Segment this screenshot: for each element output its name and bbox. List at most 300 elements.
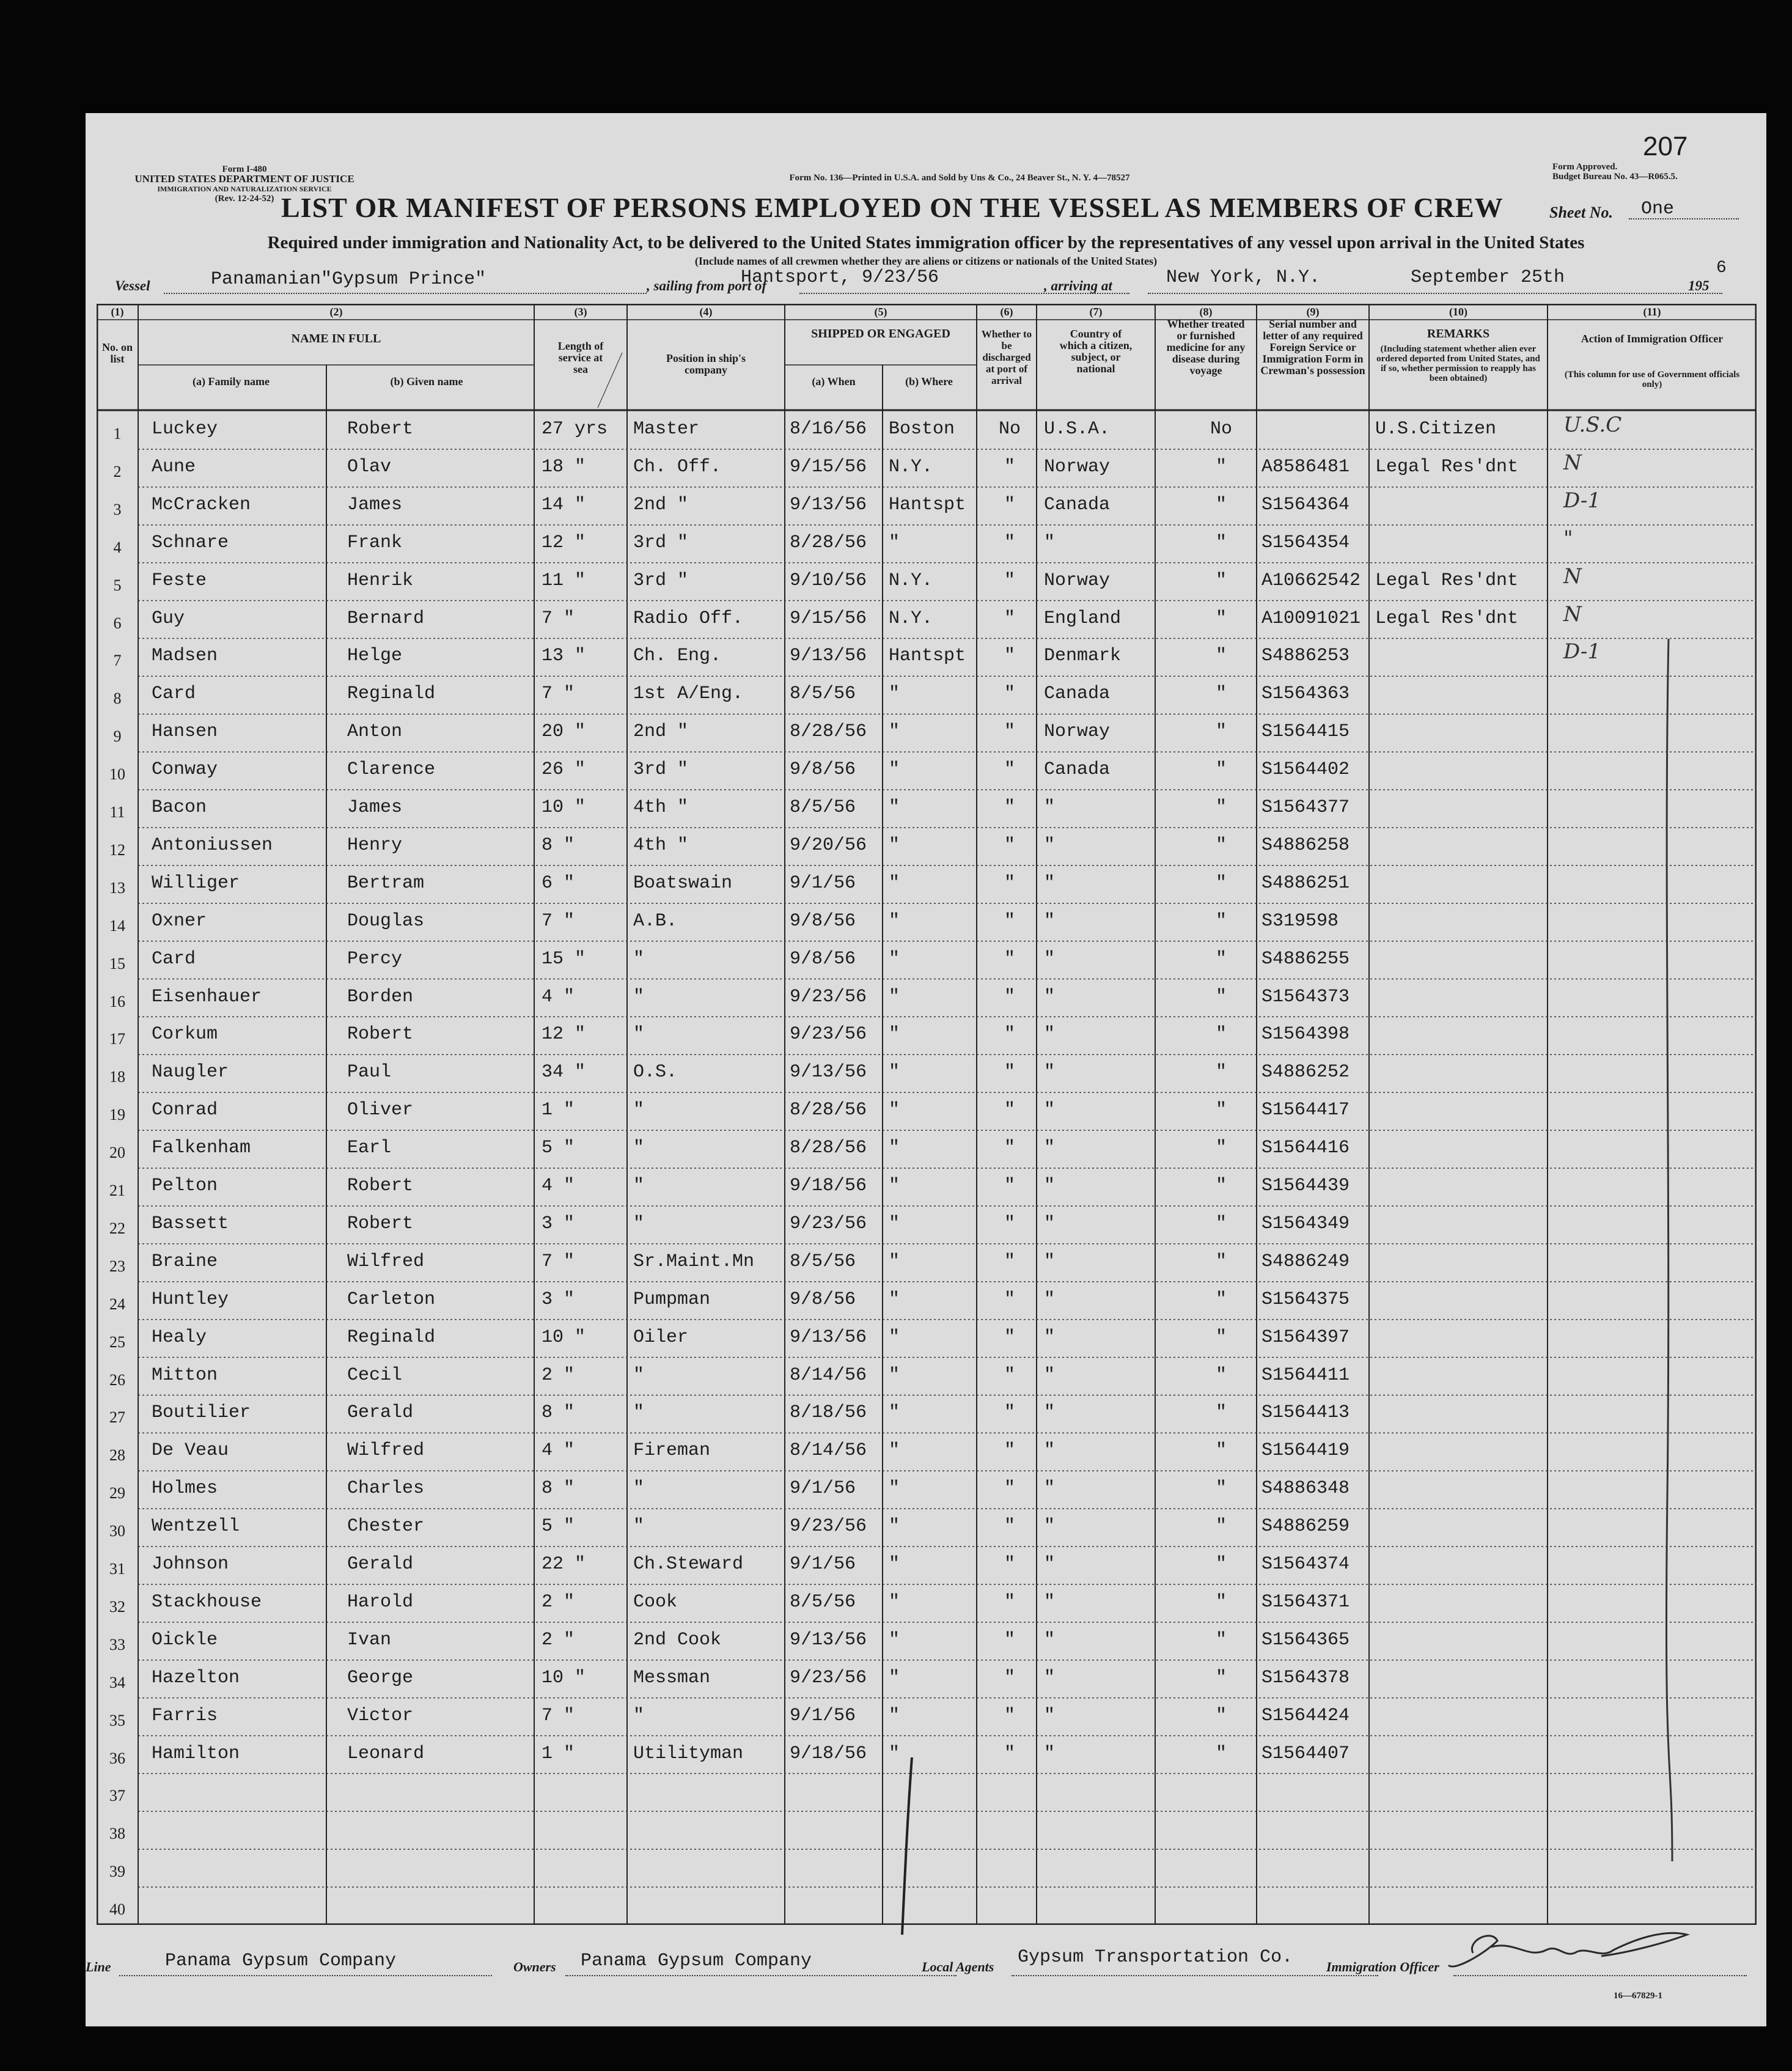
cell-where: Boston [889,419,955,440]
cell-family: Madsen [152,646,218,667]
col8-number: (8) [1199,306,1213,318]
cell-where: N.Y. [889,608,933,629]
cell-serial: S1564365 [1261,1629,1350,1650]
cell-position: Boatswain [633,872,733,894]
cell-country: " [1044,532,1056,553]
cell-family: Luckey [152,419,218,440]
cell-treated: " [1215,570,1227,591]
cell-service: 7 " [542,1251,575,1272]
col1-label: No. on list [101,341,133,365]
cell-treated: " [1215,1667,1227,1688]
cell-treated: " [1215,948,1227,969]
cell-given: Robert [347,1024,414,1045]
sheet-number-value: One [1641,199,1675,219]
cell-where: " [889,1100,900,1121]
cell-when: 9/13/56 [790,1062,867,1083]
cell-country: Denmark [1044,646,1122,667]
cell-n: 22 [109,1219,125,1237]
cell-n: 36 [109,1749,125,1767]
cell-given: Douglas [347,910,425,932]
cell-given: Cecil [347,1364,403,1386]
cell-n: 5 [113,576,122,594]
cell-service: 13 " [542,646,586,667]
col1-number: (1) [111,306,124,318]
col2-label: NAME IN FULL [291,332,381,345]
cell-serial: S1564415 [1261,721,1350,743]
cell-serial: A10662542 [1261,570,1361,591]
cell-country: " [1044,1024,1056,1045]
cell-n: 17 [109,1030,125,1048]
cell-serial: S1564413 [1261,1402,1350,1424]
footer-form-code: 16—67829-1 [1614,1991,1662,2001]
cell-when: 9/1/56 [790,1705,856,1726]
cell-n: 31 [109,1560,125,1578]
cell-n: 25 [109,1333,125,1351]
cell-service: 14 " [542,494,586,515]
cell-given: Robert [347,419,414,440]
cell-service: 4 " [542,986,575,1007]
cell-treated: " [1215,1364,1227,1386]
table-row [97,1660,1757,1698]
cell-when: 9/13/56 [790,1326,867,1348]
cell-when: 9/10/56 [790,570,867,591]
cell-family: Antoniussen [152,834,273,856]
cell-n: 15 [109,954,125,973]
form-approved-text: Form Approved. [1552,162,1618,172]
cell-where: " [889,1175,900,1196]
cell-position: 3rd " [633,570,689,591]
cell-service: 2 " [542,1591,575,1613]
cell-service: 10 " [542,1326,586,1348]
cell-when: 8/5/56 [790,797,856,818]
cell-when: 8/14/56 [790,1364,867,1386]
cell-treated: " [1215,1175,1227,1196]
cell-country: " [1044,948,1056,969]
cell-country: " [1044,1516,1056,1537]
cell-treated: " [1215,1024,1227,1045]
cell-service: 3 " [542,1289,575,1310]
footer-agents-label: Local Agents [922,1959,994,1974]
vessel-dotline [164,293,647,294]
cell-family: Guy [152,608,185,629]
cell-discharged: " [1004,948,1015,969]
page-number: 207 [1643,131,1688,161]
cell-serial: S4886249 [1261,1251,1350,1272]
cell-where: " [889,1326,900,1348]
cell-serial: S4886259 [1261,1516,1350,1537]
cell-serial: S1564354 [1261,532,1350,553]
cell-family: Eisenhauer [152,986,262,1007]
table-row [97,1698,1757,1736]
cell-given: Earl [347,1138,392,1159]
cell-action: D-1 [1563,488,1601,513]
cell-treated: " [1215,1100,1227,1121]
col6-label: Whether to be discharged at port of arrival [981,328,1032,386]
cell-service: 7 " [542,910,575,932]
cell-discharged: " [1004,1289,1015,1310]
cell-where: " [889,872,900,894]
footer-owners-value: Panama Gypsum Company [581,1951,812,1971]
cell-given: Leonard [347,1743,425,1764]
col5b-label: (b) Where [905,375,953,388]
cell-when: 8/16/56 [790,419,867,440]
cell-when: 9/1/56 [790,872,856,894]
officer-signature [1430,1916,1748,1984]
cell-where: " [889,1364,900,1386]
cell-n: 23 [109,1257,125,1275]
cell-where: Hantspt [889,494,966,515]
cell-country: " [1044,797,1056,818]
table-row [97,1471,1757,1509]
table-row [97,449,1757,487]
cell-country: " [1044,1100,1056,1121]
table-row [97,941,1757,979]
footer-line-label: Line [86,1959,111,1974]
sailing-label: , sailing from port of [647,278,767,293]
cell-n: 26 [109,1370,125,1389]
table-row [97,1584,1757,1622]
cell-service: 10 " [542,797,586,818]
arriving-port: New York, N.Y. [1166,267,1321,288]
vessel-name: Panamanian"Gypsum Prince" [211,269,487,290]
cell-country: " [1044,1138,1056,1159]
col11-note: (This column for use of Government officials only) [1564,370,1740,389]
cell-country: " [1044,834,1056,856]
cell-where: " [889,759,900,781]
form-revision: (Rev. 12-24-52) [215,194,274,204]
cell-family: Conrad [152,1100,218,1121]
cell-given: Bernard [347,608,425,629]
cell-treated: " [1215,1516,1227,1537]
cell-family: Bacon [152,797,207,818]
cell-country: " [1044,1251,1056,1272]
cell-n: 33 [109,1635,125,1653]
cell-where: " [889,1062,900,1083]
manifest-note: (Include names of all crewmen whether they are aliens or citizens or nationals of the United States) [694,255,1158,267]
cell-serial: S1564375 [1261,1289,1350,1310]
cell-n: 14 [109,916,125,935]
col11-label: Action of Immigration Officer [1581,333,1724,345]
cell-given: Frank [347,532,403,553]
cell-country: Norway [1044,456,1111,477]
cell-discharged: " [1004,797,1015,818]
cell-given: Chester [347,1516,425,1537]
cell-family: Stackhouse [152,1591,262,1613]
arrival-date: September 25th [1411,267,1565,288]
cell-serial: S4886348 [1261,1478,1350,1499]
cell-country: " [1044,1629,1056,1650]
cell-n: 37 [109,1787,125,1805]
cell-given: Henry [347,834,403,856]
cell-family: Card [152,683,196,705]
table-row [97,1433,1757,1471]
cell-n: 13 [109,878,125,897]
cell-discharged: " [1004,1478,1015,1499]
cell-treated: " [1215,1554,1227,1575]
cell-discharged: " [1004,646,1015,667]
cell-where: " [889,834,900,856]
cell-action: N [1563,564,1582,589]
cell-treated: " [1215,986,1227,1007]
col6-number: (6) [1000,306,1013,318]
cell-country: " [1044,1743,1056,1764]
cell-serial: S1564363 [1261,683,1350,705]
cell-family: De Veau [152,1440,229,1462]
cell-serial: S1564373 [1261,986,1350,1007]
date-column-pencil-line [898,1757,917,1941]
cell-country: " [1044,986,1056,1007]
cell-n: 21 [109,1182,125,1199]
cell-position: " [633,1024,645,1045]
cell-country: " [1044,1326,1056,1348]
cell-serial: A10091021 [1261,608,1361,629]
cell-treated: " [1215,494,1227,515]
cell-country: " [1044,1402,1056,1424]
cell-position: " [633,1364,645,1386]
cell-service: 15 " [542,948,586,969]
signature-stroke [1449,1933,1687,1966]
cell-given: Percy [347,948,403,969]
cell-action: U.S.C [1563,413,1622,437]
cell-treated: " [1215,683,1227,705]
cell-position: " [633,1213,645,1234]
cell-n: 27 [109,1408,125,1427]
col9-number: (9) [1306,306,1320,318]
cell-given: Olav [347,456,392,477]
cell-n: 39 [109,1863,125,1881]
cell-discharged: " [1004,1175,1015,1196]
cell-where: " [889,1554,900,1575]
table-row [97,411,1757,449]
cell-family: Corkum [152,1024,218,1045]
cell-when: 9/8/56 [790,948,856,969]
cell-n: 19 [109,1106,125,1124]
cell-treated: " [1215,532,1227,553]
col10-label: REMARKS [1427,327,1490,340]
cell-treated: " [1215,1440,1227,1462]
cell-n: 1 [113,425,122,443]
cell-where: " [889,948,900,969]
cell-country: " [1044,910,1056,932]
cell-when: 8/14/56 [790,1440,867,1462]
cell-discharged: " [1004,1591,1015,1613]
col2-number: (2) [329,306,343,318]
cell-n: 16 [109,992,125,1010]
cell-country: " [1044,1062,1056,1083]
cell-position: Utilityman [633,1743,744,1764]
cell-n: 20 [109,1144,125,1162]
cell-family: Hamilton [152,1743,240,1764]
cell-action: N [1563,450,1582,475]
cell-serial: S1564378 [1261,1667,1350,1688]
cell-family: Pelton [152,1175,218,1196]
cell-country: " [1044,1440,1056,1462]
cell-discharged: " [1004,683,1015,705]
cell-treated: " [1215,1705,1227,1726]
cell-given: Bertram [347,872,425,894]
sailing-port: Hantsport, 9/23/56 [741,267,939,288]
cell-given: Clarence [347,759,436,781]
cell-serial: S4886258 [1261,834,1350,856]
col11-number: (11) [1643,306,1661,318]
cell-position: " [633,1402,645,1424]
cell-position: Master [633,419,700,440]
cell-where: " [889,986,900,1007]
col2a-label: (a) Family name [193,375,270,388]
cell-family: Naugler [152,1062,229,1083]
cell-discharged: " [1004,1705,1015,1726]
table-row [97,1547,1757,1584]
table-row [97,752,1757,790]
cell-service: 26 " [542,759,586,781]
cell-given: Paul [347,1062,392,1083]
cell-service: 3 " [542,1213,575,1234]
col5-label: SHIPPED OR ENGAGED [811,327,950,340]
table-row [97,979,1757,1017]
table-row [97,1282,1757,1320]
cell-when: 8/5/56 [790,683,856,705]
table-row [97,1244,1757,1282]
cell-country: " [1044,1213,1056,1234]
cell-discharged: " [1004,1743,1015,1764]
cell-when: 9/8/56 [790,1289,856,1310]
cell-serial: S1564371 [1261,1591,1350,1613]
cell-service: 22 " [542,1554,586,1575]
cell-country: Canada [1044,759,1111,781]
cell-remarks: U.S.Citizen [1375,419,1497,440]
cell-treated: " [1215,456,1227,477]
cell-discharged: " [1004,1629,1015,1650]
cell-where: " [889,1213,900,1234]
cell-family: Aune [152,456,196,477]
cell-given: Henrik [347,570,414,591]
cell-family: Hazelton [152,1667,240,1688]
cell-treated: " [1215,1326,1227,1348]
cell-when: 8/28/56 [790,1100,867,1121]
table-row [97,1017,1757,1054]
table-row [97,676,1757,714]
cell-when: 9/15/56 [790,608,867,629]
table-row [97,1509,1757,1547]
cell-when: 9/23/56 [790,1213,867,1234]
cell-position: 4th " [633,834,689,856]
cell-treated: " [1215,1629,1227,1650]
cell-given: Gerald [347,1554,414,1575]
cell-when: 9/20/56 [790,834,867,856]
cell-position: 2nd " [633,494,689,515]
cell-n: 35 [109,1711,125,1729]
cell-country: Canada [1044,683,1111,705]
cell-service: 1 " [542,1743,575,1764]
cell-n: 38 [109,1825,125,1843]
col2b-label: (b) Given name [390,375,463,388]
table-row [97,1320,1757,1358]
cell-treated: " [1215,759,1227,781]
cell-position: 4th " [633,797,689,818]
cell-service: 34 " [542,1062,586,1083]
cell-family: Holmes [152,1478,218,1499]
table-row [97,790,1757,828]
cell-given: Robert [347,1175,414,1196]
cell-service: 4 " [542,1440,575,1462]
cell-serial: S1564424 [1261,1705,1350,1726]
cell-treated: " [1215,721,1227,743]
cell-n: 6 [113,614,122,632]
cell-when: 8/28/56 [790,1138,867,1159]
cell-serial: S1564407 [1261,1743,1350,1764]
cell-position: Ch. Off. [633,456,722,477]
cell-where: " [889,721,900,743]
cell-serial: S1564416 [1261,1138,1350,1159]
cell-serial: S1564374 [1261,1554,1350,1575]
cell-where: Hantspt [889,646,966,667]
table-row [97,1395,1757,1433]
cell-n: 8 [113,690,122,708]
cell-discharged: " [1004,759,1015,781]
cell-treated: No [1210,419,1232,440]
action-column-pencil-line [1650,639,1675,1874]
table-row [97,1168,1757,1206]
cell-service: 8 " [542,1478,575,1499]
cell-discharged: " [1004,834,1015,856]
cell-where: " [889,1705,900,1726]
footer-line-value: Panama Gypsum Company [165,1951,397,1971]
footer-agents-value: Gypsum Transportation Co. [1018,1947,1293,1968]
table-row [97,866,1757,903]
cell-family: Falkenham [152,1138,251,1159]
cell-position: 1st A/Eng. [633,683,744,705]
cell-family: Braine [152,1251,218,1272]
cell-discharged: " [1004,986,1015,1007]
cell-service: 7 " [542,1705,575,1726]
cell-given: Wilfred [347,1251,425,1272]
col7-label: Country of which a citizen, subject, or national [1059,328,1133,375]
cell-action: N [1563,601,1582,627]
cell-position: " [633,1478,645,1499]
cell-discharged: " [1004,1667,1015,1688]
cell-serial: S4886253 [1261,646,1350,667]
cell-serial: S1564419 [1261,1440,1350,1462]
cell-position: " [633,1100,645,1121]
table-row [97,1206,1757,1244]
cell-country: " [1044,1478,1056,1499]
cell-when: 9/23/56 [790,1667,867,1688]
cell-remarks: Legal Res'dnt [1375,570,1519,591]
cell-serial: S1564349 [1261,1213,1350,1234]
col3-number: (3) [574,306,587,318]
arriving-label: , arriving at [1044,278,1112,293]
cell-n: 11 [109,803,125,821]
cell-country: " [1044,1364,1056,1386]
cell-n: 10 [109,765,125,784]
cell-treated: " [1215,1743,1227,1764]
cell-family: Card [152,948,196,969]
cell-serial: S4886252 [1261,1062,1350,1083]
cell-where: " [889,797,900,818]
cell-n: 32 [109,1597,125,1616]
budget-bureau-text: Budget Bureau No. 43—R065.5. [1552,172,1678,182]
table-row [97,525,1757,563]
cell-service: 8 " [542,1402,575,1424]
form-id: Form I-480 [222,164,267,174]
cell-given: Wilfred [347,1440,425,1462]
manifest-subtitle: Required under immigration and Nationality Act, to be delivered to the United States immigration officer by the representatives of any vessel upon arrival in the United States [267,233,1585,252]
cell-serial: S319598 [1261,910,1339,932]
cell-discharged: " [1004,1024,1015,1045]
cell-given: Charles [347,1478,425,1499]
cell-treated: " [1215,872,1227,894]
cell-where: " [889,1516,900,1537]
